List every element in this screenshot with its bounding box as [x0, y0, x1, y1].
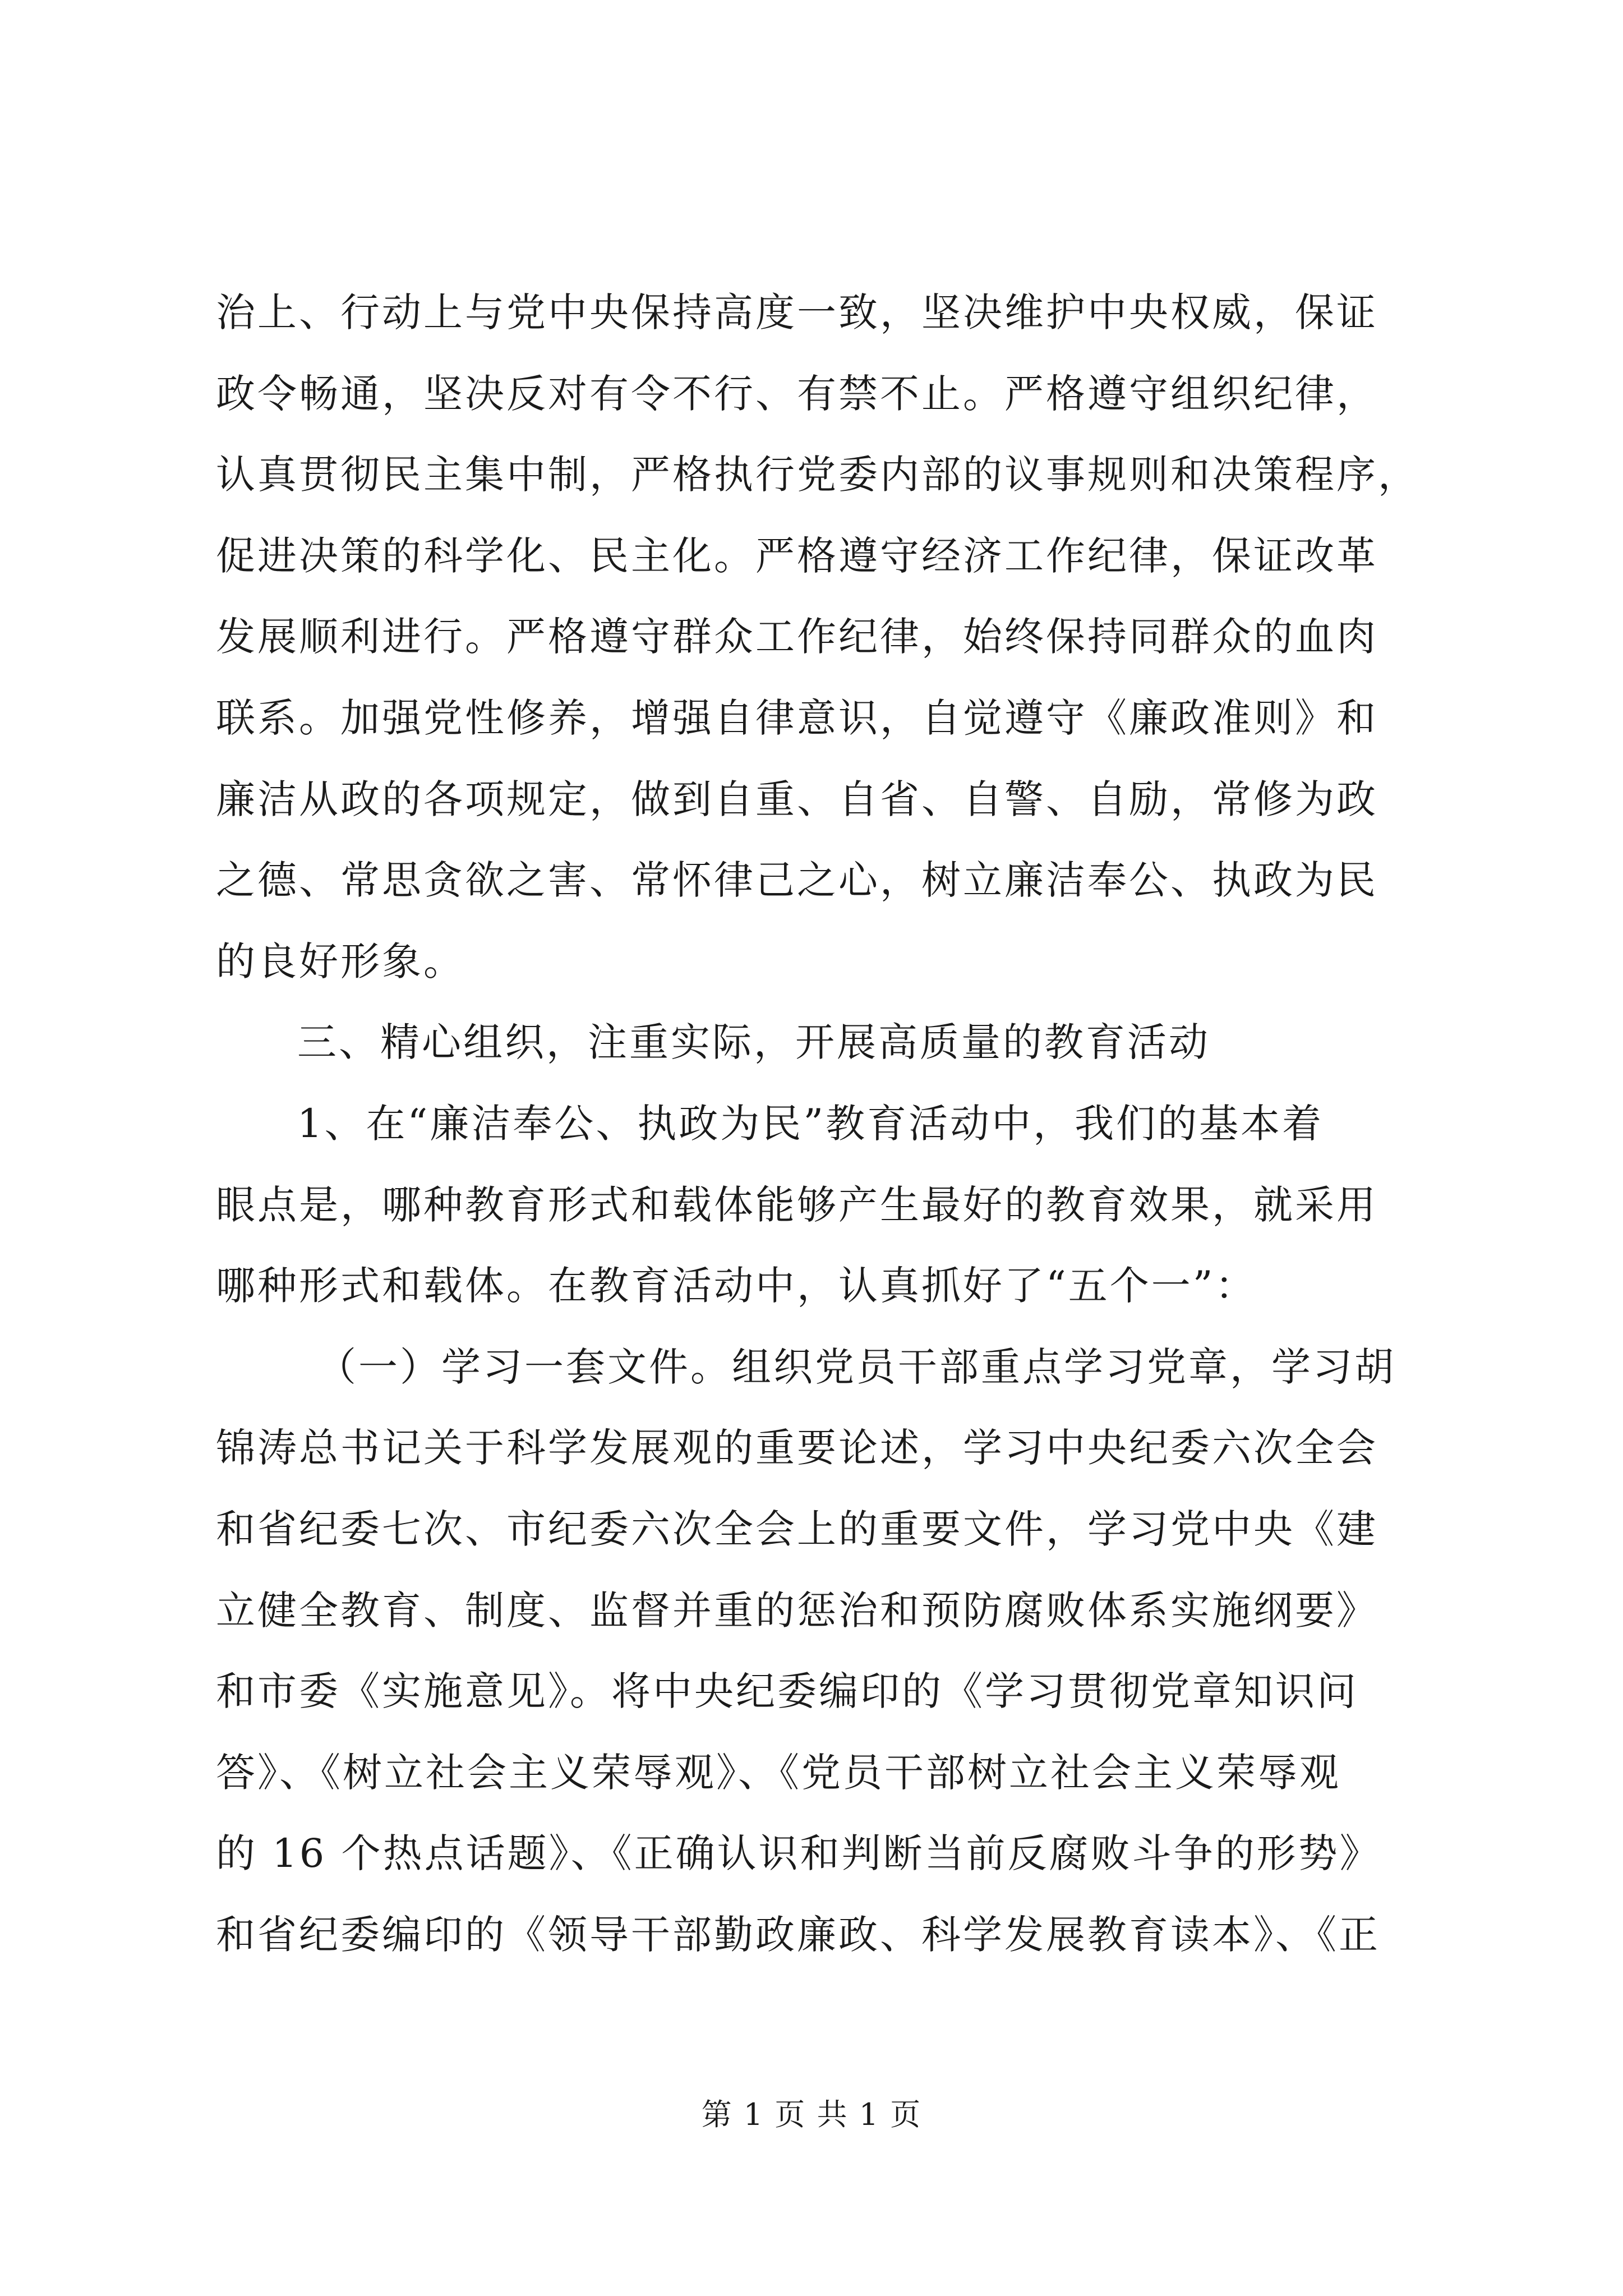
text-line: 促进决策的科学化、民主化。严格遵守经济工作纪律，保证改革 [216, 532, 1378, 579]
text-line: 治上、行动上与党中央保持高度一致，坚决维护中央权威，保证 [216, 289, 1378, 335]
document-body [216, 272, 1478, 1975]
text-line: 发展顺利进行。严格遵守群众工作纪律，始终保持同群众的血肉 [216, 614, 1378, 660]
section-heading: 三、精心组织，注重实际，开展高质量的教育活动 [297, 1019, 1210, 1066]
text-line: 认真贯彻民主集中制，严格执行党委内部的议事规则和决策程序， [216, 452, 1419, 498]
text-line: 和省纪委编印的《领导干部勤政廉政、科学发展教育读本》、《正 [216, 1911, 1380, 1958]
text-line: 和市委《实施意见》。将中央纪委编印的《学习贯彻党章知识问 [216, 1668, 1358, 1715]
text-line: 锦涛总书记关于科学发展观的重要论述，学习中央纪委六次全会 [216, 1425, 1378, 1471]
text-line: （一）学习一套文件。组织党员干部重点学习党章，学习胡 [317, 1343, 1396, 1390]
page-number-footer: 第 1 页 共 1 页 [701, 2097, 922, 2132]
text-line: 和省纪委七次、市纪委六次全会上的重要文件，学习党中央《建 [216, 1506, 1378, 1552]
text-line: 联系。加强党性修养，增强自律意识，自觉遵守《廉政准则》和 [216, 694, 1378, 741]
text-line: 政令畅通，坚决反对有令不行、有禁不止。严格遵守组织纪律， [216, 370, 1378, 417]
text-line: 廉洁从政的各项规定，做到自重、自省、自警、自励，常修为政 [216, 776, 1378, 822]
text-line: 1、在“廉洁奉公、执政为民”教育活动中，我们的基本着 [297, 1100, 1324, 1147]
text-line: 的良好形象。 [216, 938, 465, 984]
text-line: 的 16 个热点话题》、《正确认识和判断当前反腐败斗争的形势》 [216, 1830, 1381, 1877]
text-line: 哪种形式和载体。在教育活动中，认真抓好了“五个一”： [216, 1263, 1257, 1309]
text-line: 眼点是，哪种教育形式和载体能够产生最好的教育效果，就采用 [216, 1181, 1378, 1228]
text-line: 之德、常思贪欲之害、常怀律己之心，树立廉洁奉公、执政为民 [216, 857, 1378, 904]
text-line: 立健全教育、制度、监督并重的惩治和预防腐败体系实施纲要》 [216, 1587, 1378, 1634]
text-line: 答》、《树立社会主义荣辱观》、《党员干部树立社会主义荣辱观 [216, 1749, 1341, 1796]
